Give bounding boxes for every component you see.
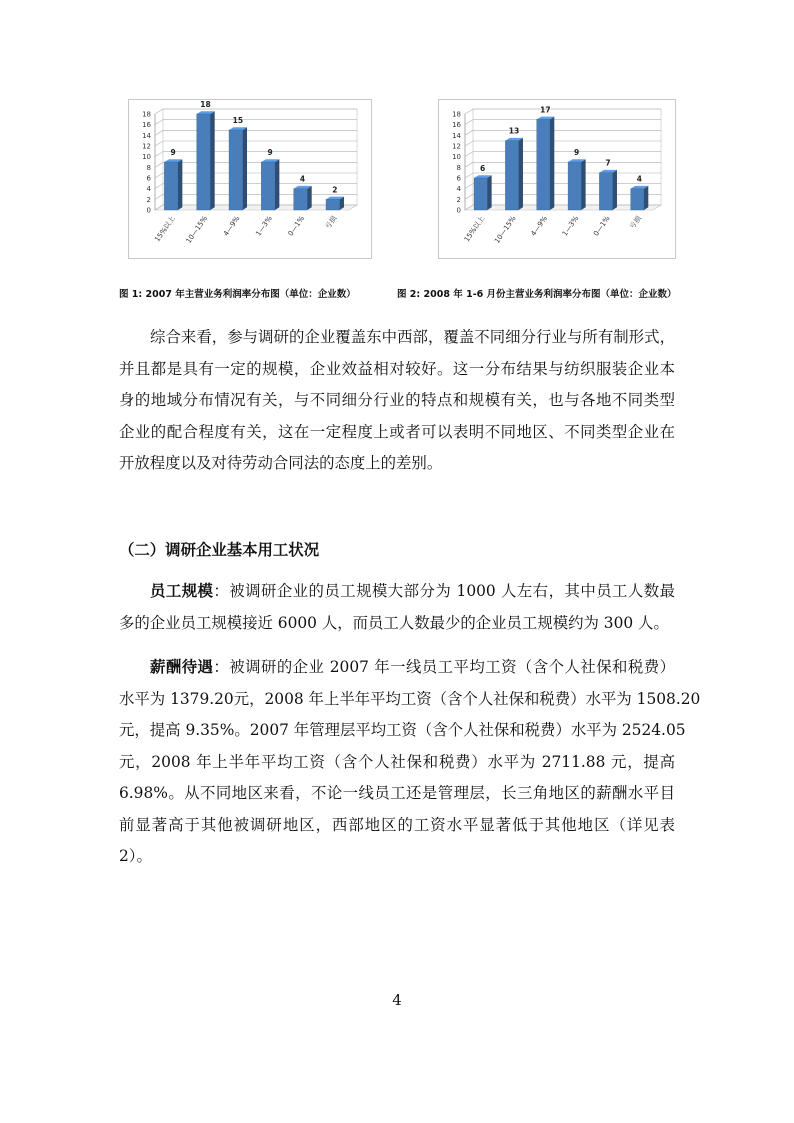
y-tick-label: 12 <box>142 142 151 151</box>
bar-value-label: 15 <box>232 116 244 125</box>
x-category-label: 亏损 <box>323 214 339 231</box>
bar-front-face <box>537 119 550 210</box>
x-category-label: 1—3% <box>560 214 581 238</box>
salary-line: 前显著高于其他被调研地区，西部地区的工资水平显著低于其他地区（详见表 <box>119 815 675 834</box>
y-tick-label: 14 <box>452 131 461 140</box>
bar-5 <box>631 186 649 210</box>
bar-5 <box>326 197 344 210</box>
salary-text: ：被调研的企业 2007 年一线员工平均工资（含个人社保和税费） <box>213 658 675 676</box>
x-category-label: 1—3% <box>254 214 274 238</box>
y-tick-label: 8 <box>146 163 151 172</box>
bar-1 <box>197 111 215 210</box>
bar-3 <box>261 159 279 210</box>
summary-line: 综合来看，参与调研的企业覆盖东中西部，覆盖不同细分行业与所有制形式， <box>150 328 675 346</box>
bar-value-label: 9 <box>574 148 580 157</box>
x-category-label: 4—9% <box>221 214 242 238</box>
bar-front-face <box>164 162 178 210</box>
y-tick-label: 12 <box>452 142 461 151</box>
bar-value-label: 7 <box>605 158 611 168</box>
y-tick-label: 4 <box>456 185 461 194</box>
y-tick-label: 6 <box>146 174 151 183</box>
summary-line: 身的地域分布情况有关，与不同细分行业的特点和规模有关，也与各地不同类型 <box>119 391 675 409</box>
salary-label: 薪酬待遇 <box>150 658 214 676</box>
y-tick-label: 16 <box>142 121 151 130</box>
bar-side-face <box>644 186 648 210</box>
bar-value-label: 4 <box>299 174 306 184</box>
x-category-label: 亏损 <box>628 214 643 231</box>
bar-0 <box>474 175 492 210</box>
scale-text: ：被调研企业的员工规模大部分为 1000 人左右，其中员工人数最 <box>213 582 675 600</box>
salary-line: 水平为 1379.20元，2008 年上半年平均工资（含个人社保和税费）水平为 1508.20 <box>119 689 701 708</box>
x-category-label: 0—1% <box>286 214 307 238</box>
bar-value-label: 13 <box>508 126 520 136</box>
bar-front-face <box>197 114 211 210</box>
section-heading: （二）调研企业基本用工状况 <box>119 541 320 559</box>
y-tick-label: 16 <box>452 121 461 130</box>
y-tick-label: 18 <box>142 110 151 119</box>
salary-line: 元，提高 9.35%。2007 年管理层平均工资（含个人社保和税费）水平为 2524.05 <box>119 721 686 739</box>
chart-back-wall <box>163 109 357 205</box>
y-tick-label: 6 <box>456 174 461 183</box>
bar-front-face <box>229 130 243 210</box>
bar-value-label: 4 <box>636 174 642 184</box>
x-category-label: 4—9% <box>529 214 549 238</box>
bar-side-face <box>307 186 311 210</box>
scale-line: 多的企业员工规模接近 6000 人，而员工人数最少的企业员工规模约为 300 人。 <box>119 613 669 632</box>
figure-2-caption: 图 2: 2008 年 1-6 月份主营业务利润率分布图（单位：企业数） <box>397 289 677 300</box>
bar-value-label: 2 <box>332 185 338 195</box>
bar-front-face <box>474 178 487 210</box>
bar-side-face <box>519 138 523 210</box>
x-category-label: 0—1% <box>592 214 612 238</box>
employee-scale-paragraph <box>119 576 675 639</box>
summary-line: 企业的配合程度有关，这在一定程度上或者可以表明不同地区、不同类型企业在 <box>119 422 675 441</box>
page-number: 4 <box>392 991 402 1009</box>
summary-paragraph <box>119 322 675 480</box>
x-category-label: 15%以上 <box>153 214 177 244</box>
scale-line <box>119 576 675 608</box>
bar-side-face <box>613 170 617 210</box>
bar-front-face <box>599 173 612 210</box>
bar-3 <box>568 159 586 210</box>
scale-label: 员工规模 <box>150 582 214 600</box>
bar-4 <box>599 170 617 210</box>
bar-front-face <box>294 189 308 210</box>
bar-4 <box>294 186 312 210</box>
figure-1-caption: 图 1: 2007 年主营业务利润率分布图（单位：企业数） <box>119 289 356 300</box>
salary-line <box>119 652 675 684</box>
y-tick-label: 0 <box>456 206 461 215</box>
bar-value-label: 18 <box>200 100 211 109</box>
bar-0 <box>164 159 182 210</box>
y-tick-label: 14 <box>142 131 151 140</box>
x-category-label: 15%以上 <box>462 214 487 244</box>
bar-value-label: 9 <box>267 148 273 157</box>
summary-line: 并且都是具有一定的规模，企业效益相对较好。这一分布结果与纺织服装企业本 <box>119 359 675 378</box>
y-tick-label: 2 <box>456 195 461 204</box>
bar-front-face <box>326 199 340 210</box>
chart-2007-profit-distribution <box>128 99 372 259</box>
summary-line: 开放程度以及对待劳动合同法的态度上的差别。 <box>119 454 443 472</box>
bar-front-face <box>505 141 518 210</box>
bar-value-label: 6 <box>480 164 486 173</box>
bar-value-label: 9 <box>170 148 176 157</box>
y-tick-label: 18 <box>452 110 461 119</box>
bar-front-face <box>261 162 275 210</box>
chart-2008h1-profit-distribution <box>438 99 676 259</box>
salary-line: 6.98%。从不同地区来看，不论一线员工还是管理层，长三角地区的薪酬水平目 <box>119 784 675 802</box>
x-category-label: 10—15% <box>184 214 210 245</box>
salary-paragraph <box>119 652 701 873</box>
bar-2 <box>229 127 247 210</box>
x-category-label: 10—15% <box>493 214 518 245</box>
bar-2 <box>537 117 555 210</box>
y-tick-label: 8 <box>456 163 461 172</box>
bar-side-face <box>581 159 585 210</box>
bar-side-face <box>550 117 554 210</box>
y-tick-label: 10 <box>142 153 151 162</box>
bar-side-face <box>210 111 214 210</box>
bar-front-face <box>631 189 644 210</box>
y-tick-label: 0 <box>146 206 151 215</box>
bar-side-face <box>275 159 279 210</box>
bar-chart-svg <box>439 100 675 258</box>
bar-side-face <box>243 127 247 210</box>
salary-line: 元，2008 年上半年平均工资（含个人社保和税费）水平为 2711.88 元，提高 <box>119 752 675 771</box>
y-tick-label: 4 <box>146 185 151 194</box>
bar-1 <box>505 138 523 210</box>
y-tick-label: 10 <box>452 153 461 162</box>
bar-front-face <box>568 162 581 210</box>
bar-side-face <box>487 175 491 210</box>
bar-chart-svg <box>129 100 371 258</box>
bar-value-label: 17 <box>540 105 551 115</box>
bar-side-face <box>178 159 182 210</box>
y-tick-label: 2 <box>146 195 151 204</box>
salary-line: 2）。 <box>119 847 152 865</box>
